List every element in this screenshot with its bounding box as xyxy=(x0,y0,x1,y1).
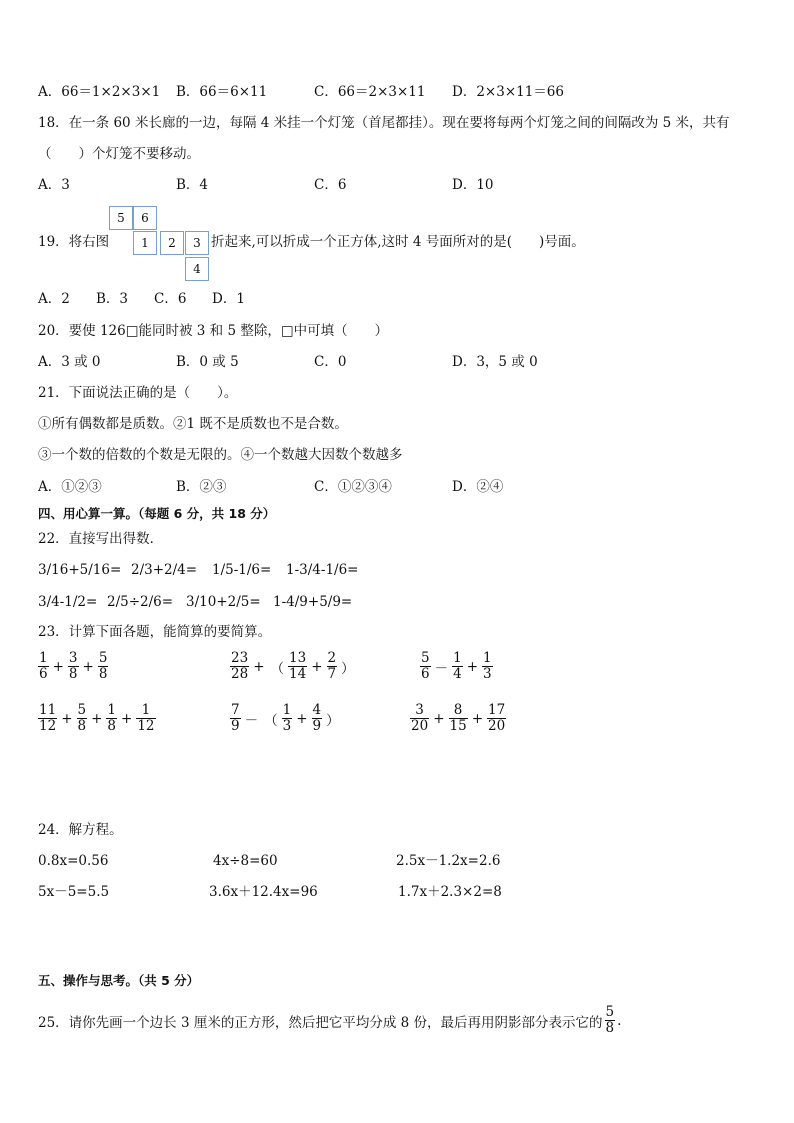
q24-equation: 0.8x=0.56 xyxy=(38,853,109,869)
q20-option-c: C．0 xyxy=(314,354,347,370)
q23-expression-2: $\frac{23}{28}$ + （ $\frac{13}{14}$ + $\frac{2}{7}$ ） xyxy=(231,650,355,682)
q18-option-b: B．4 xyxy=(176,177,209,193)
q21-option-c: C．①②③④ xyxy=(314,479,392,495)
q17-option-c: C．66＝2×3×11 xyxy=(314,84,426,100)
fraction: $\frac{3}{20}$ xyxy=(411,702,429,734)
q20-option-d: D．3，5 或 0 xyxy=(452,354,538,370)
net-face-6: 6 xyxy=(133,206,157,230)
q18-option-d: D．10 xyxy=(452,177,494,193)
q18-question: 18．在一条 60 米长廊的一边，每隔 4 米挂一个灯笼（首尾都挂）。现在要将每两个灯笼之间的间隔改为 5 米，共有 xyxy=(38,115,730,131)
fraction: $\frac{1}{3}$ xyxy=(483,650,492,682)
q25-question: 25．请你先画一个边长 3 厘米的正方形，然后把它平均分成 8 份，最后再用阴影部分表示它的 $\frac{5}{8}$ . xyxy=(38,1004,622,1036)
q22-item: 3/4-1/2= xyxy=(38,594,98,610)
q22-item: 2/3+2/4= xyxy=(131,562,198,578)
fraction: $\frac{3}{8}$ xyxy=(68,650,78,682)
net-face-2: 2 xyxy=(160,231,184,255)
net-face-5: 5 xyxy=(109,206,133,230)
q22-item: 2/5÷2/6= xyxy=(107,594,174,610)
fraction: $\frac{4}{9}$ xyxy=(312,702,322,734)
q18-question-cont: （ ）个灯笼不要移动。 xyxy=(38,146,200,162)
q21-statements-1: ①所有偶数都是质数。②1 既不是质数也不是合数。 xyxy=(38,416,348,432)
q22-item: 3/10+2/5= xyxy=(186,594,261,610)
q17-option-d: D．2×3×11＝66 xyxy=(452,84,564,100)
fraction: $\frac{5}{8}$ xyxy=(98,650,108,682)
q20-option-a: A．3 或 0 xyxy=(38,354,101,370)
fraction: $\frac{17}{20}$ xyxy=(488,702,506,734)
q23-expression-1: $\frac{1}{6}$ + $\frac{3}{8}$ + $\frac{5}{8}$ xyxy=(39,650,108,682)
q24-question: 24．解方程。 xyxy=(38,822,123,838)
q24-equation: 2.5x－1.2x=2.6 xyxy=(396,853,501,869)
q22-item: 1-3/4-1/6= xyxy=(286,562,359,578)
fraction: $\frac{7}{9}$ xyxy=(231,702,240,734)
q21-option-a: A．①②③ xyxy=(38,479,102,495)
section-4-heading: 四、用心算一算。（每题 6 分，共 18 分） xyxy=(38,506,276,521)
q17-option-a: A．66＝1×2×3×1 xyxy=(38,84,161,100)
q18-option-c: C．6 xyxy=(314,177,347,193)
q22-item: 1-4/9+5/9= xyxy=(273,594,353,610)
q19-option-a: A．2 xyxy=(38,291,70,307)
net-face-4: 4 xyxy=(185,257,209,281)
fraction: $\frac{1}{4}$ xyxy=(453,650,462,682)
fraction: $\frac{1}{8}$ xyxy=(107,702,116,734)
q23-expression-3: $\frac{5}{6}$ － $\frac{1}{4}$ + $\frac{1}{3}$ xyxy=(421,650,492,682)
q19-option-d: D．1 xyxy=(212,291,245,307)
q21-question: 21．下面说法正确的是（ ）。 xyxy=(38,385,238,401)
q23-question: 23．计算下面各题，能简算的要简算。 xyxy=(38,624,272,640)
net-face-1: 1 xyxy=(133,231,157,255)
fraction: $\frac{5}{6}$ xyxy=(421,650,430,682)
q23-expression-5: $\frac{7}{9}$ － （ $\frac{1}{3}$ + $\frac{4}{9}$ ） xyxy=(231,702,340,734)
q19-question-prefix: 19．将右图 xyxy=(38,234,110,250)
fraction: $\frac{2}{7}$ xyxy=(327,650,337,682)
q22-question: 22．直接写出得数． xyxy=(38,531,164,547)
q17-option-b: B．66＝6×11 xyxy=(176,84,268,100)
fraction: $\frac{13}{14}$ xyxy=(289,650,307,682)
q22-item: 3/16+5/16= xyxy=(38,562,122,578)
q20-option-b: B．0 或 5 xyxy=(176,354,239,370)
q24-equation: 4x÷8=60 xyxy=(213,853,278,869)
q24-equation: 5x－5=5.5 xyxy=(38,884,110,900)
q24-equation: 1.7x＋2.3×2=8 xyxy=(398,884,502,900)
q25-text: 25．请你先画一个边长 3 厘米的正方形，然后把它平均分成 8 份，最后再用阴影部分表示它的 xyxy=(38,1014,603,1031)
q18-option-a: A．3 xyxy=(38,177,70,193)
fraction: $\frac{5}{8}$ xyxy=(77,702,87,734)
q20-question: 20．要使 126□能同时被 3 和 5 整除，□中可填（ ） xyxy=(38,323,389,339)
q19-option-c: C．6 xyxy=(154,291,187,307)
fraction: $\frac{23}{28}$ xyxy=(231,650,249,682)
q19-question-suffix: 折起来,可以折成一个正方体,这时 4 号面所对的是( )号面。 xyxy=(211,234,585,250)
section-5-heading: 五、操作与思考。（共 5 分） xyxy=(38,973,200,988)
q19-option-b: B．3 xyxy=(96,291,129,307)
fraction: $\frac{5}{8}$ xyxy=(605,1004,615,1036)
q23-expression-4: $\frac{11}{12}$ + $\frac{5}{8}$ + $\frac{1}{8}$ + $\frac{1}{12}$ xyxy=(39,702,155,734)
fraction: $\frac{1}{12}$ xyxy=(137,702,155,734)
fraction: $\frac{1}{6}$ xyxy=(39,650,48,682)
q22-item: 1/5-1/6= xyxy=(212,562,272,578)
q21-option-d: D．②④ xyxy=(452,479,504,495)
q24-equation: 3.6x＋12.4x=96 xyxy=(209,884,318,900)
q23-expression-6: $\frac{3}{20}$ + $\frac{8}{15}$ + $\frac{17}{20}$ xyxy=(411,702,506,734)
q21-option-b: B．②③ xyxy=(176,479,227,495)
fraction: $\frac{1}{3}$ xyxy=(282,702,292,734)
fraction: $\frac{8}{15}$ xyxy=(449,702,467,734)
q21-statements-2: ③一个数的倍数的个数是无限的。④一个数越大因数个数越多 xyxy=(38,447,403,463)
net-face-3: 3 xyxy=(185,231,209,255)
fraction: $\frac{11}{12}$ xyxy=(39,702,57,734)
